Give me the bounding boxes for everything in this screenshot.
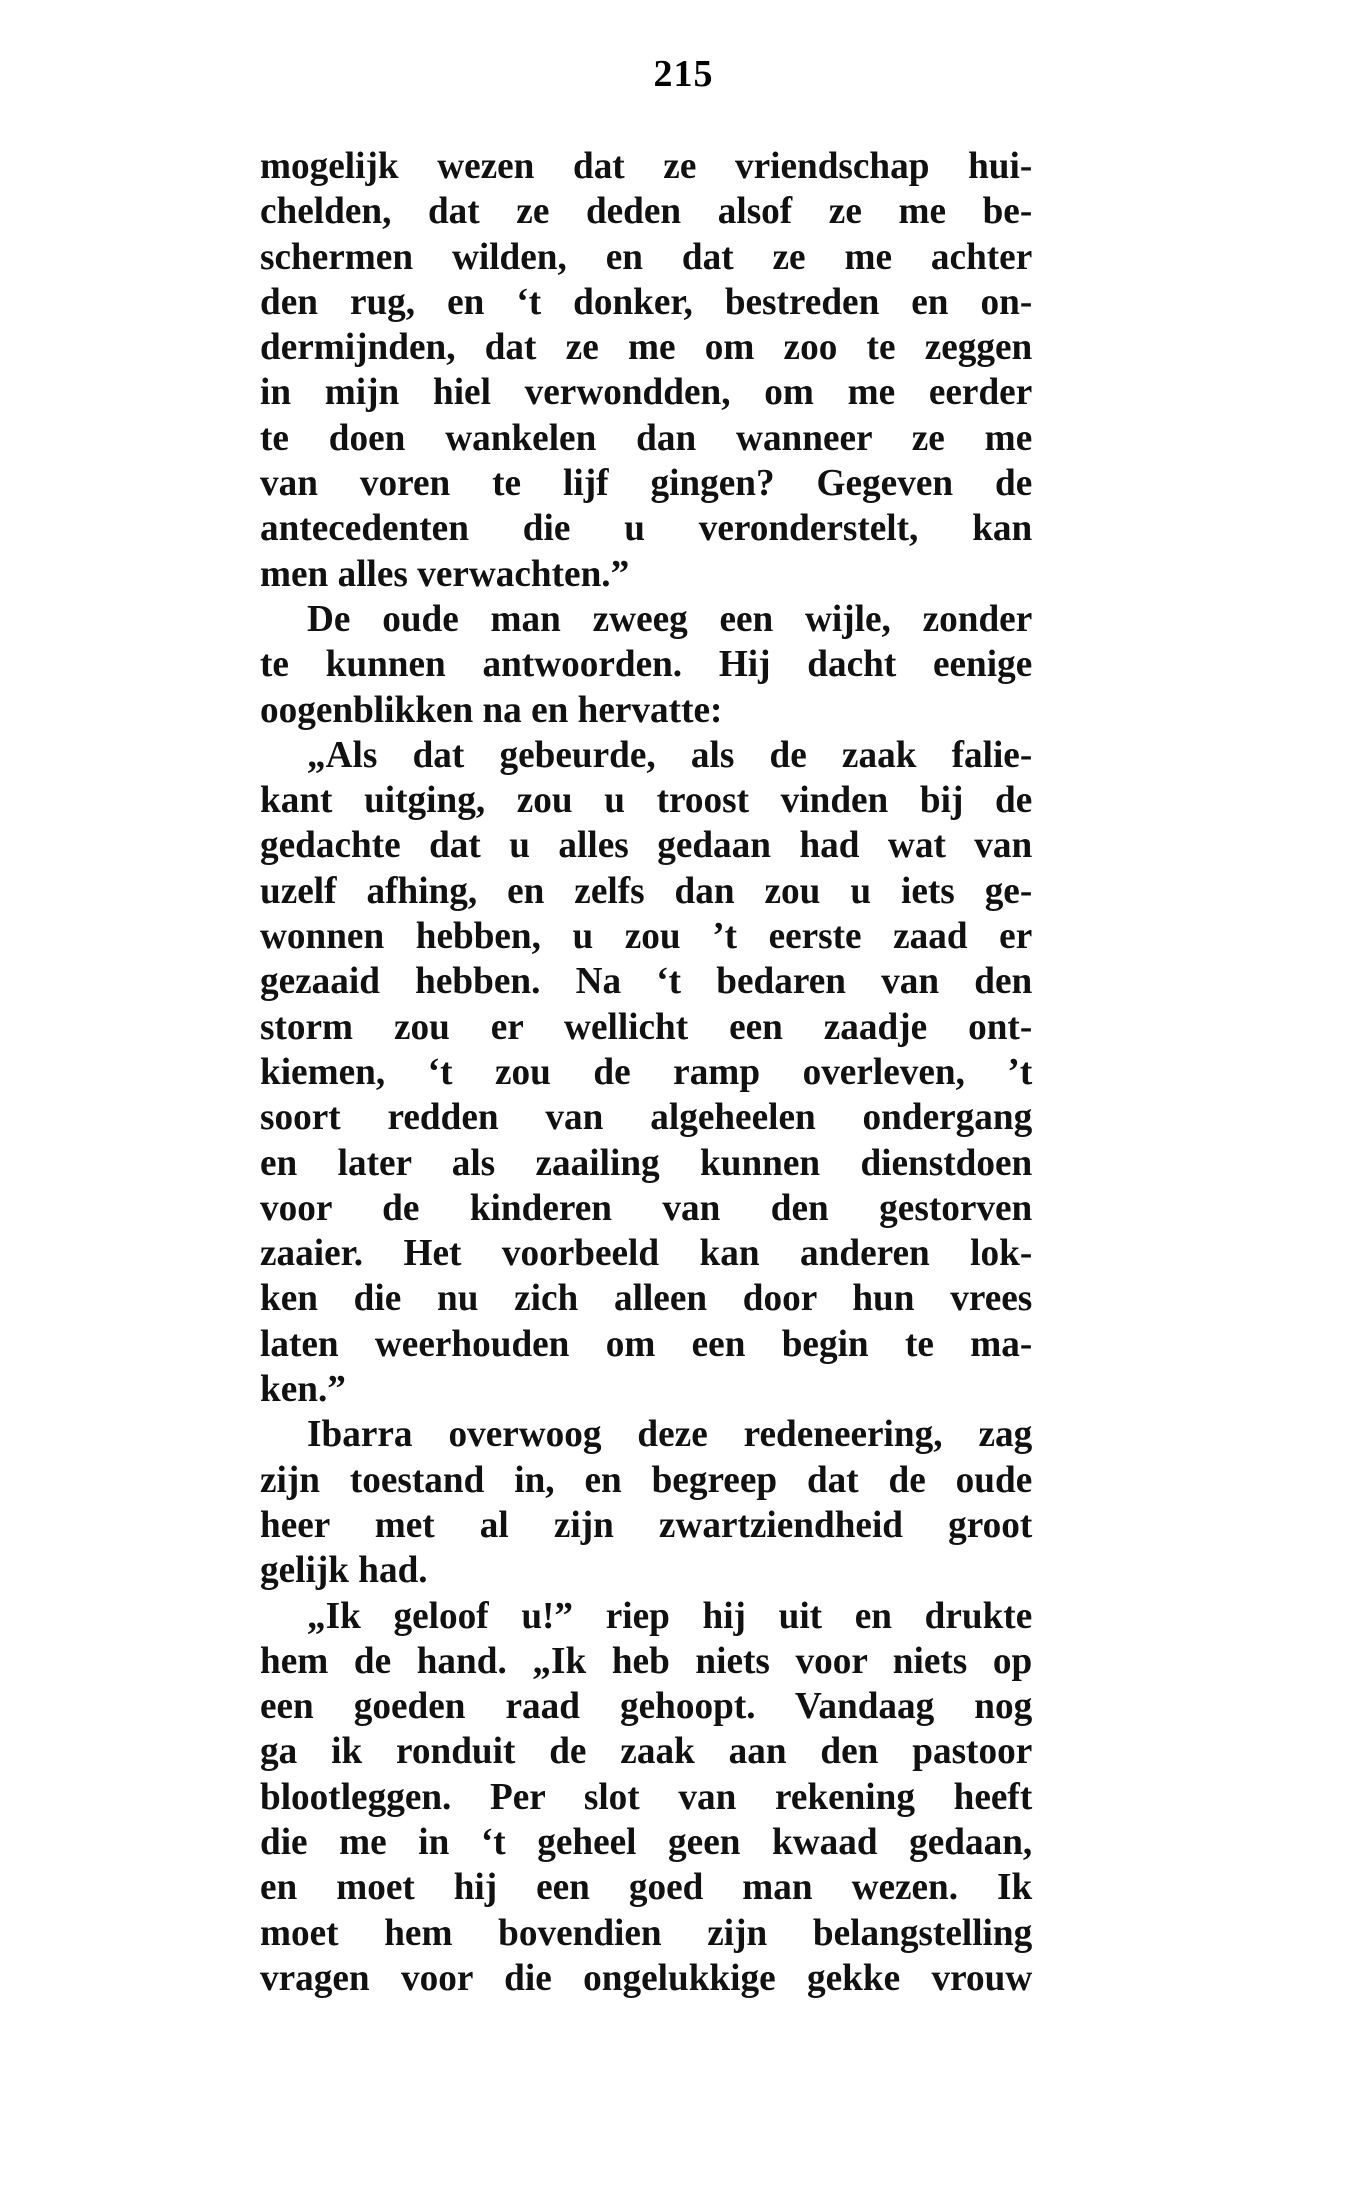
text-line: ga ik ronduit de zaak aan den pastoor [260, 1730, 1033, 1773]
text-line: voor de kinderen van den gestorven [260, 1186, 1033, 1229]
text-line: mogelijk wezen dat ze vriendschap hui- [260, 145, 1033, 187]
text-line: dermijnden, dat ze me om zoo te zeggen [260, 326, 1033, 369]
text-line: hem de hand. „Ik heb niets voor niets op [260, 1639, 1033, 1682]
text-line: in mijn hiel verwondden, om me eerder [260, 371, 1033, 414]
text-line: „Ik geloof u!” riep hij uit en drukte [307, 1594, 1033, 1637]
text-line: gezaaid hebben. Na ‘t bedaren van den [260, 960, 1033, 1003]
text-line: den rug, en ‘t donker, bestreden en on- [260, 280, 1033, 323]
text-line: moet hem bovendien zijn belangstelling [260, 1911, 1033, 1954]
text-line: De oude man zweeg een wijle, zonder [307, 597, 1033, 640]
text-line: blootleggen. Per slot van rekening heeft [260, 1775, 1033, 1818]
text-line: die me in ‘t geheel geen kwaad gedaan, [260, 1820, 1033, 1863]
text-line: te doen wankelen dan wanneer ze me [260, 416, 1033, 459]
text-line: Ibarra overwoog deze redeneering, zag [307, 1413, 1033, 1456]
body-text [260, 144, 1048, 2001]
text-line: van voren te lijf gingen? Gegeven de [260, 462, 1033, 505]
page-number: 215 [653, 53, 714, 95]
text-line: gelijk had. [260, 1549, 428, 1592]
text-line: laten weerhouden om een begin te ma- [260, 1322, 1033, 1365]
text-line: heer met al zijn zwartziendheid groot [260, 1503, 1033, 1546]
text-line: gedachte dat u alles gedaan had wat van [260, 824, 1033, 867]
text-line: wonnen hebben, u zou ’t eerste zaad er [260, 915, 1033, 958]
text-line: te kunnen antwoorden. Hij dacht eenige [260, 643, 1033, 686]
text-line: een goeden raad gehoopt. Vandaag nog [260, 1685, 1033, 1728]
text-line: soort redden van algeheelen ondergang [260, 1096, 1033, 1139]
text-line: zijn toestand in, en begreep dat de oude [260, 1458, 1033, 1501]
text-line: schermen wilden, en dat ze me achter [260, 235, 1033, 278]
text-line: kant uitging, zou u troost vinden bij de [260, 779, 1033, 822]
text-line: chelden, dat ze deden alsof ze me be- [260, 190, 1033, 233]
text-line: men alles verwachten.” [260, 552, 630, 595]
text-line: kiemen, ‘t zou de ramp overleven, ’t [260, 1050, 1033, 1093]
text-line: oogenblikken na en hervatte: [260, 688, 723, 731]
text-line: ken.” [260, 1368, 346, 1411]
text-line: en moet hij een goed man wezen. Ik [260, 1866, 1033, 1909]
text-line: antecedenten die u veronderstelt, kan [260, 507, 1033, 550]
text-line: „Als dat gebeurde, als de zaak falie- [307, 733, 1033, 776]
text-line: en later als zaailing kunnen dienstdoen [260, 1141, 1033, 1184]
text-line: zaaier. Het voorbeeld kan anderen lok- [260, 1232, 1033, 1275]
text-line: ken die nu zich alleen door hun vrees [260, 1277, 1033, 1320]
text-line: vragen voor die ongelukkige gekke vrouw [260, 1956, 1033, 1999]
text-line: uzelf afhing, en zelfs dan zou u iets ge- [260, 869, 1033, 912]
text-line: storm zou er wellicht een zaadje ont- [260, 1005, 1033, 1048]
